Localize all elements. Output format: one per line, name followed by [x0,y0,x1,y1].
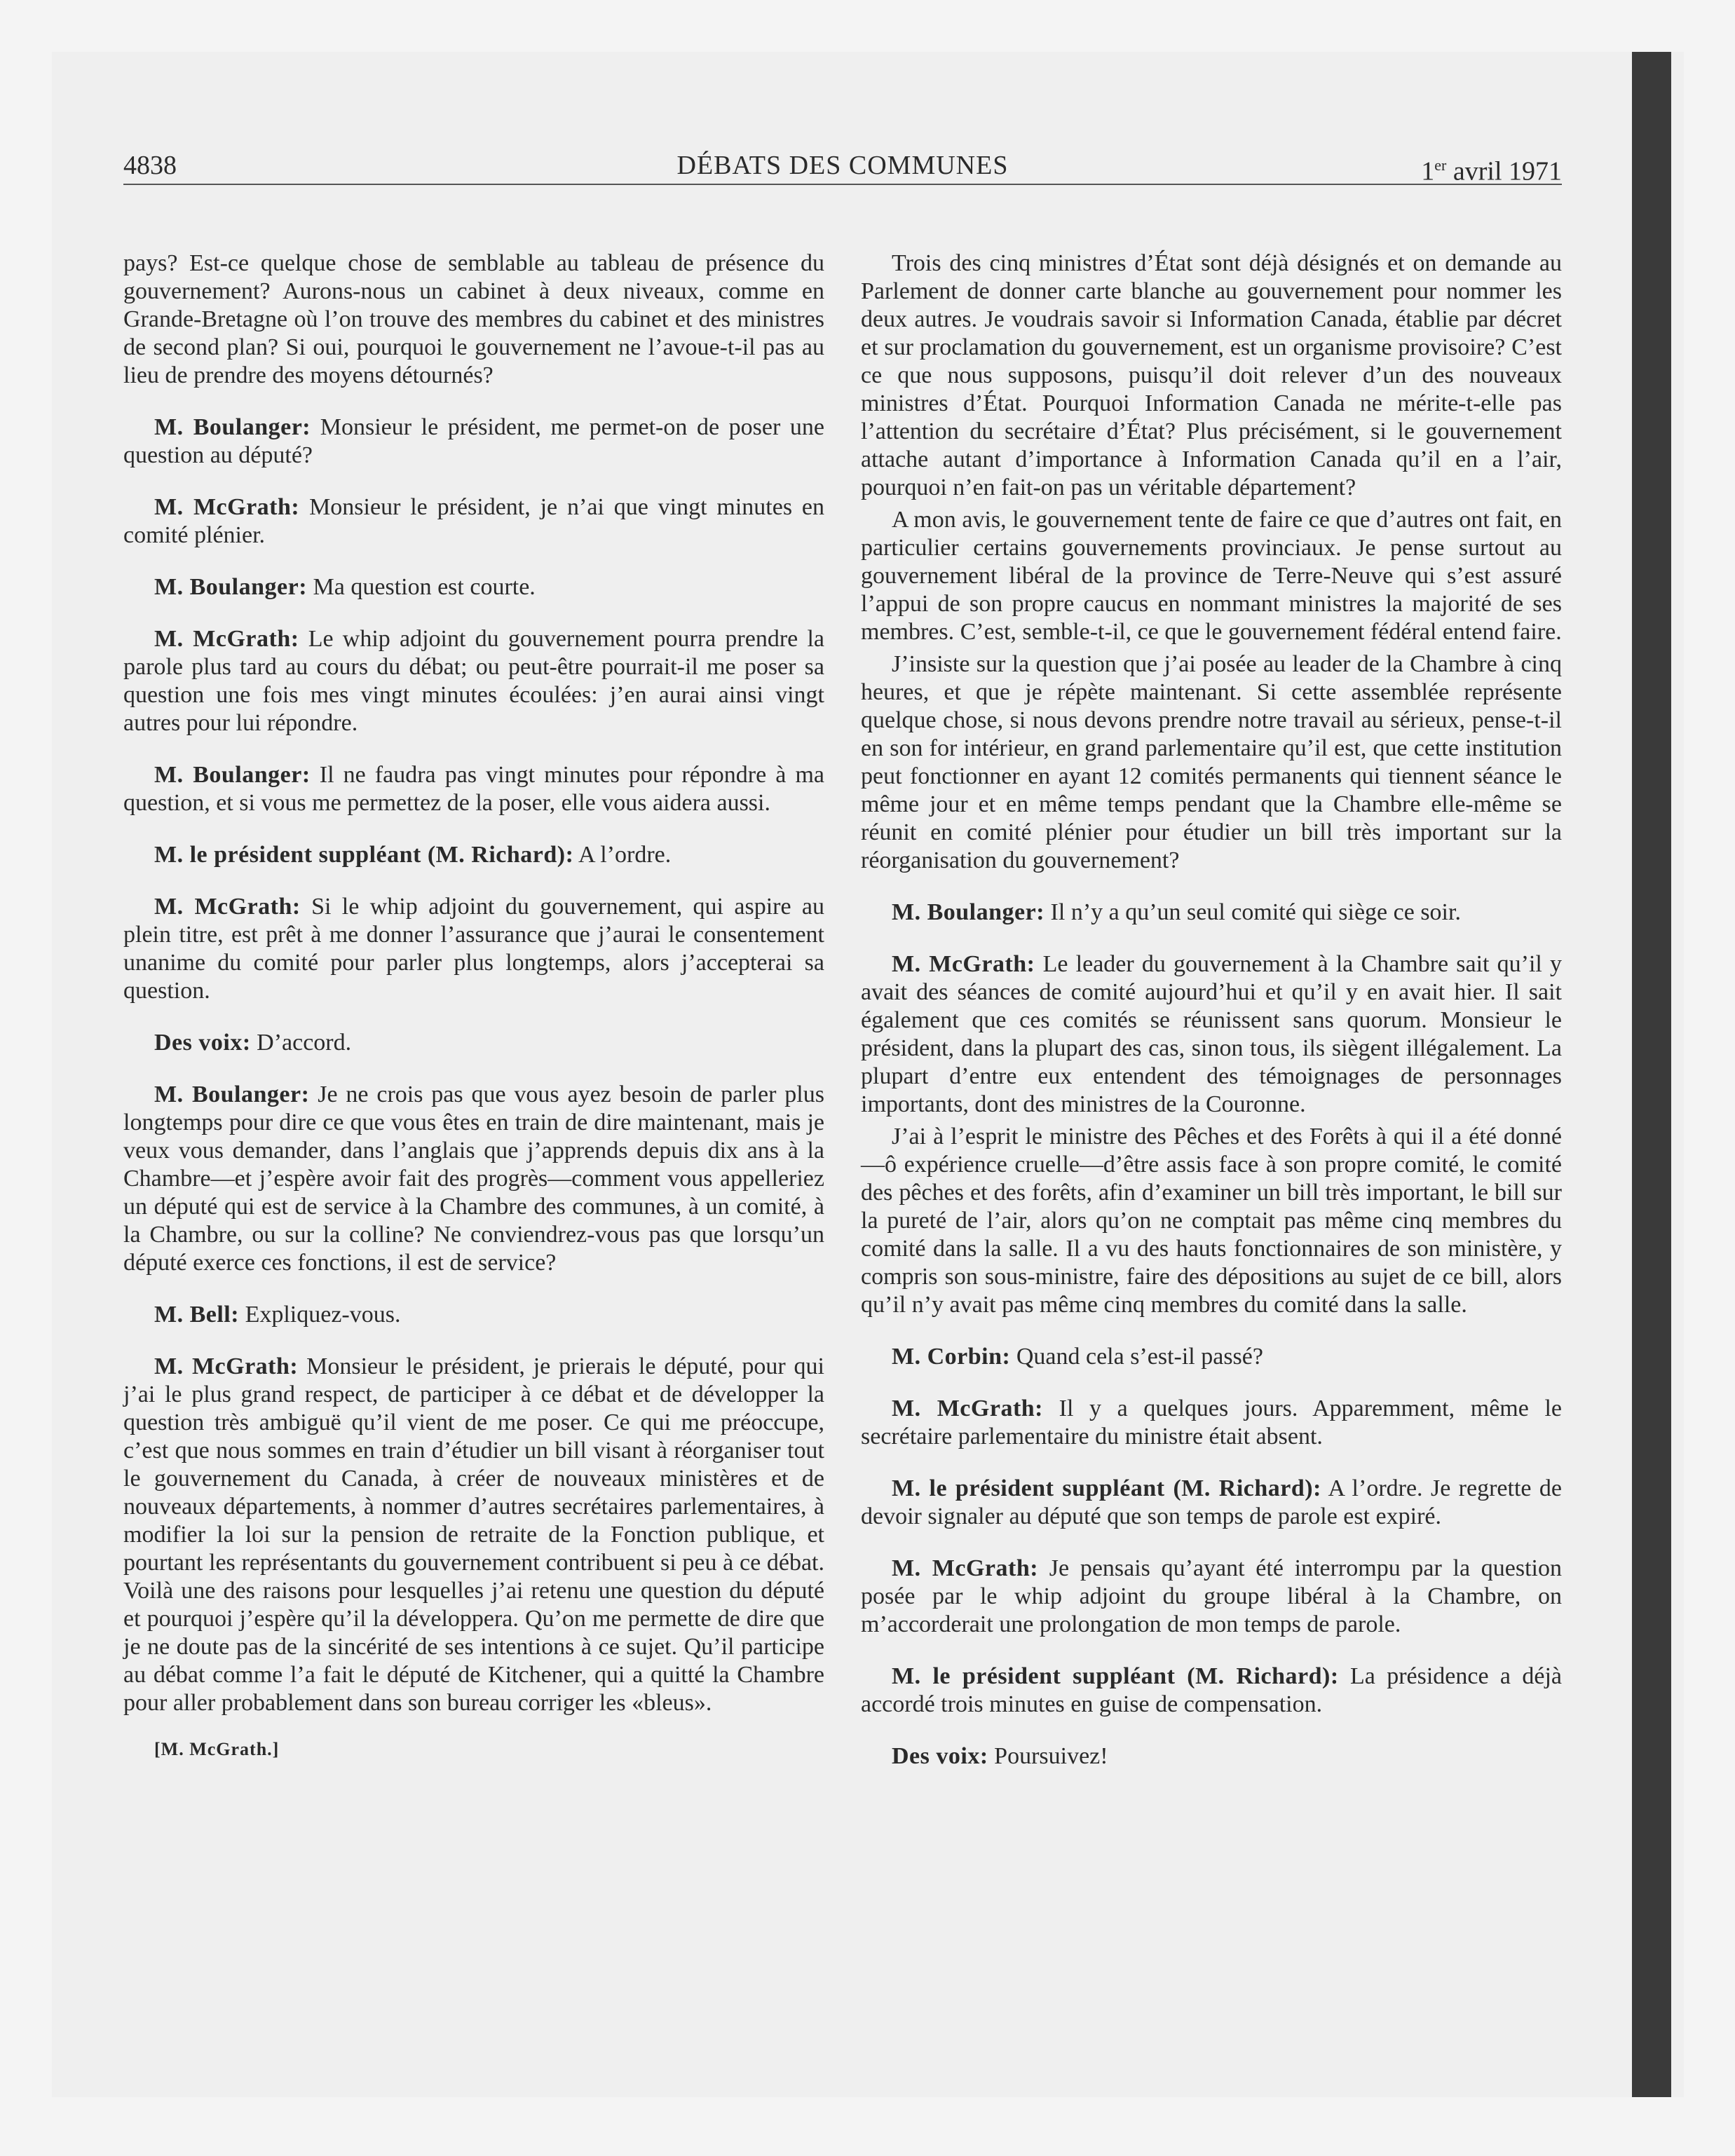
paragraph: M. Corbin: Quand cela s’est-il passé? [892,1344,1263,1370]
paragraph: J’ai à l’esprit le ministre des Pêches et des Forêts à qui il a été donné—ô expérience cruelle—d’être assis face à son propre comité, le comité des pêches et des forêts, afin d’examiner un bill très important, le bill sur la pureté de l’air, alors qu’on ne comptait pas même cinq membres du comité dans la salle. Il a vu des hauts fonctionnaires de son ministère, y compris son sous-ministre, faire des dépositions au sujet de ce bill, alors qu’il n’y avait pas même cinq membres du comité dans la salle. [861,1124,1562,1318]
paragraph: M. le président suppléant (M. Richard): A l’ordre. Je regrette de devoir signaler au député que son temps de parole est expiré. [861,1475,1562,1529]
paragraph: M. Boulanger: Il n’y a qu’un seul comité qui siège ce soir. [892,899,1461,925]
speaker-name: M. le président suppléant (M. Richard): [892,1475,1321,1501]
paragraph: M. McGrath: Le leader du gouvernement à la Chambre sait qu’il y avait des séances de comité aujourd’hui et qu’il y en avait hier. Il sait également que ces comités se réunissent sans quorum. Monsieur le président, dans la plupart des cas, sinon tous, ils siègent illégalement. La plupart d’entre eux entendent des témoignages de personnages importants, dont des ministres de la Couronne. [861,951,1562,1117]
running-head [123,147,1562,185]
speaker-name: M. Boulanger: [892,899,1045,925]
publication-title: DÉBATS DES COMMUNES [676,151,1009,180]
page-number: 4838 [123,151,177,180]
left-column [123,250,824,1763]
hansard-page [123,147,1562,2012]
speaker-name: Des voix: [154,1030,251,1056]
speaker-name: M. Bell: [154,1302,240,1328]
paragraph: M. Boulanger: Monsieur le président, me permet-on de poser une question au député? [123,414,824,468]
speaker-name: M. McGrath: [892,1555,1039,1581]
speaker-name: M. Boulanger: [154,574,308,600]
paragraph: M. McGrath: Je pensais qu’ayant été interrompu par la question posée par le whip adjoint du groupe libéral à la Chambre, on m’accorderait une prolongation de mon temps de parole. [861,1555,1562,1637]
paragraph: M. le président suppléant (M. Richard): A l’ordre. [154,842,672,868]
paragraph: M. le président suppléant (M. Richard): La présidence a déjà accordé trois minutes en guise de compensation. [861,1663,1562,1717]
paragraph: M. Boulanger: Je ne crois pas que vous ayez besoin de parler plus longtemps pour dire ce que vous êtes en train de dire maintenant, mais je veux vous demander, dans l’anglais que j’apprends depuis dix ans à la Chambre—et j’espère avoir fait des progrès—comment vous appelleriez un député qui est de service à la Chambre des communes, à un comité, à la Chambre, ou sur la colline? Ne conviendrez-vous pas que lorsqu’un député exerce ces fonctions, il est de service? [123,1082,824,1276]
paragraph: Des voix: D’accord. [154,1030,352,1056]
header-date: 1er avril 1971 [1421,156,1562,186]
paragraph: pays? Est-ce quelque chose de semblable au tableau de présence du gouvernement? Aurons-nous un cabinet à deux niveaux, comme en Grande-Bretagne où l’on trouve des membres du cabinet et des ministres de second plan? Si oui, pourquoi le gouvernement ne l’avoue-t-il pas au lieu de prendre des moyens détournés? [123,250,824,388]
paragraph: J’insiste sur la question que j’ai posée au leader de la Chambre à cinq heures, et que je répète maintenant. Si cette assemblée représente quelque chose, si nous devons prendre notre travail au sérieux, pense-t-il en son for intérieur, en grand parlementaire qu’il est, que cette institution peut fonctionner en ayant 12 comités permanents qui tiennent séance le même jour et en même temps pendant que la Chambre elle-même se réunit en comité plénier pour étudier un bill très important sur la réorganisation du gouvernement? [861,651,1562,873]
paragraph: M. Boulanger: Il ne faudra pas vingt minutes pour répondre à ma question, et si vous me permettez de la poser, elle vous aidera aussi. [123,762,824,816]
paragraph: M. McGrath: Le whip adjoint du gouvernement pourra prendre la parole plus tard au cours du débat; ou peut-être pourrait-il me poser sa question une fois mes vingt minutes écoulées: j’en aurai ainsi vingt autres pour lui répondre. [123,626,824,736]
speaker-name: M. McGrath: [892,1396,1043,1421]
speaker-name: M. McGrath: [892,951,1035,977]
speaker-name: M. Boulanger: [154,414,311,440]
speaker-name: M. le président suppléant (M. Richard): [892,1663,1339,1689]
right-column [861,250,1562,1770]
binding-edge [1632,52,1671,2097]
paragraph: M. McGrath: Si le whip adjoint du gouvernement, qui aspire au plein titre, est prêt à me donner l’assurance que j’aurai le consentement unanime du comité pour parler plus longtemps, alors j’accepterai sa question. [123,894,824,1004]
paragraph: A mon avis, le gouvernement tente de faire ce que d’autres ont fait, en particulier certains gouvernements provinciaux. Je pense surtout au gouvernement libéral de la province de Terre-Neuve qui s’est assuré l’appui de son propre caucus en nommant ministres la majorité de ses membres. C’est, semble-t-il, ce que le gouvernement fédéral entend faire. [861,507,1562,645]
paragraph: Des voix: Poursuivez! [892,1743,1108,1769]
speaker-reference: [M. McGrath.] [154,1739,280,1759]
speaker-name: M. Boulanger: [154,1082,310,1107]
speaker-name: Des voix: [892,1743,988,1769]
speaker-name: M. Boulanger: [154,762,311,788]
speaker-name: M. McGrath: [154,494,300,520]
paragraph: M. McGrath: Monsieur le président, je prierais le député, pour qui j’ai le plus grand respect, de participer à ce débat et de développer la question très ambiguë qu’il vient de me poser. Ce qui me préoccupe, c’est que nous sommes en train d’étudier un bill visant à réorganiser tout le gouvernement du Canada, à créer de nouveaux ministères et de nouveaux départements, à nommer d’autres secrétaires parlementaires, à modifier la loi sur la pension de retraite de la Fonction publique, et pourtant les représentants du gouvernement contribuent si peu à ce débat. Voilà une des raisons pour lesquelles j’ai retenu une question du député et pourquoi j’espère qu’il la développera. Qu’on me permette de dire que je ne doute pas de la sincérité de ses intentions à ce sujet. Qu’il participe au débat comme l’a fait le député de Kitchener, qui a quitté la Chambre pour aller probablement dans son bureau corriger les «bleus». [123,1353,824,1716]
speaker-name: M. le président suppléant (M. Richard): [154,842,574,868]
paragraph: M. McGrath: Monsieur le président, je n’ai que vingt minutes en comité plénier. [123,494,824,548]
speaker-name: M. McGrath: [154,626,299,652]
paragraph: M. Bell: Expliquez-vous. [154,1302,401,1328]
speaker-name: M. McGrath: [154,1353,299,1379]
speaker-name: M. Corbin: [892,1344,1011,1370]
speaker-name: M. McGrath: [154,894,301,920]
paragraph: M. McGrath: Il y a quelques jours. Apparemment, même le secrétaire parlementaire du ministre était absent. [861,1396,1562,1449]
paragraph: Trois des cinq ministres d’État sont déjà désignés et on demande au Parlement de donner carte blanche au gouvernement pour nommer les deux autres. Je voudrais savoir si Information Canada, établie par décret et sur proclamation du gouvernement, est un organisme provisoire? C’est ce que nous supposons, puisqu’il doit relever d’un des nouveaux ministres d’État. Pourquoi Information Canada ne mérite-t-elle pas l’attention du secrétaire d’État? Plus précisément, si le gouvernement attache autant d’importance à Information Canada qu’il en a l’air, pourquoi n’en fait-on pas un véritable département? [861,250,1562,500]
paragraph: M. Boulanger: Ma question est courte. [154,574,536,600]
